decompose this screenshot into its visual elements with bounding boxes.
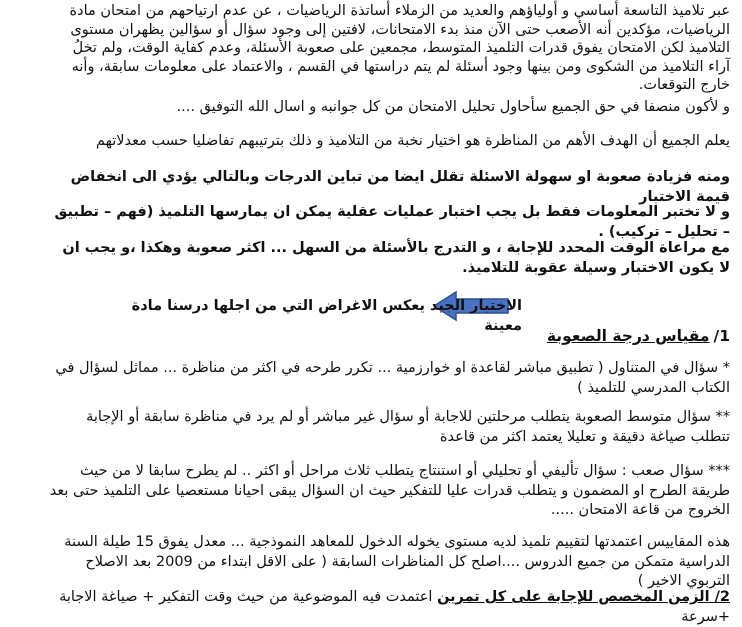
section-1-number: 1/: [713, 327, 730, 345]
hard-question-item: *** سؤال صعب : سؤال تأليفي أو تحليلي أو استنتاج يتطلب ثلاث مراحل أو اكثر .. لم يطرح سابقا لا من حيث طريقة الطرح او المضمون و يتطلب قدرات عليا للتفكير حيث ان السؤال يبقى احيانا مستعصيا على التلميذ حتى بعد الخروج من قاعة الامتحان .....: [49, 463, 730, 518]
difficulty-line: ومنه فزيادة صعوبة او سهولة الاسئلة تقلل ايضا من تباين الدرجات وبالتالي يؤدي الى انخفاض قيمة الاختبار: [70, 169, 730, 205]
section-2-line: [48, 587, 730, 627]
callout-text: الاختبار الجيد يعكس الاغراض التي من اجلها درسنا مادة معينة: [131, 298, 522, 334]
medium-question-item: ** سؤال متوسط الصعوبة يتطلب مرحلتين للاجابة أو سؤال غير مباشر أو لم يرد في مناظرة سابقة أو الإجابة تتطلب صياغة دقيقة و تعليلا يعتمد اكثر من قاعدة: [86, 409, 730, 445]
section-1-title: مقياس درجة الصعوبة: [546, 327, 710, 345]
time-line: مع مراعاة الوقت المحدد للإجابة ، و التدرج بالأسئلة من السهل ... اكثر صعوبة وهكذا ،و يجب ان لا يكون الاختبار وسيلة عقوبة للتلاميذ.: [62, 240, 730, 276]
section-1-heading: [547, 326, 730, 346]
goal-line: يعلم الجميع أن الهدف الأهم من المناظرة هو اختيار نخبة من التلاميذ و ذلك بترتيبهم تفاضليا حسب معدلاتهم: [95, 133, 730, 149]
skills-line: و لا تختبر المعلومات فقط بل يجب اختبار عمليات عقلية يمكن ان يمارسها التلميذ (فهم – تطبيق – تحليل – تركيب) .: [54, 204, 730, 240]
scale-paragraph: هذه المقاييس اعتمدتها لتقييم تلميذ لديه مستوى يخوله الدخول للمعاهد النموذجية ... معدل يفوق 15 طيلة السنة الدراسية متمكن من جميع الدروس ....اصلح كل المناظرات السابقة ( على الاقل ابتداء من 2009 بعد الاصلاح التربوي الاخير ): [64, 534, 730, 589]
section-2-heading: 2/ الزمن المخصص للإجابة على كل تمرين: [437, 589, 730, 605]
easy-question-item: * سؤال في المتناول ( تطبيق مباشر لقاعدة او خوارزمية ... تكرر طرحه في اكثر من مناظرة ... مماثل لسؤال في الكتاب المدرسي للتلميذ ): [55, 360, 730, 396]
intro-paragraph: عبر تلاميذ التاسعة أساسي و أولياؤهم والعديد من الزملاء أساتذة الرياضيات ، عن عدم ارتياحهم من امتحان مادة الرياضيات، مؤكدين أنه الأصعب حتى الآن منذ بدء الامتحانات، لافتين إلى وجود سؤال أو سؤالين يظهران مستوى التلاميذ لكن الامتحان يفوق قدرات التلميذ المتوسط، مجمعين على صعوبة الأسئلة، وعدم كفاية الوقت، ولم تخلُ آراء التلاميذ من الشكوى ومن بينها وجود أسئلة لم يتم دراستها في القسم ، والاعتماد على معلومات سابقة، وأنه خارج التوقعات.: [69, 3, 730, 93]
section-2-text: اعتمدت فيه الموضوعية من حيث وقت التفكير + صياغة الاجابة +سرعة: [59, 589, 730, 625]
fairness-line: و لأكون منصفا في حق الجميع سأحاول تحليل الامتحان من كل جوانبه و اسال الله التوفيق ....: [176, 99, 730, 115]
